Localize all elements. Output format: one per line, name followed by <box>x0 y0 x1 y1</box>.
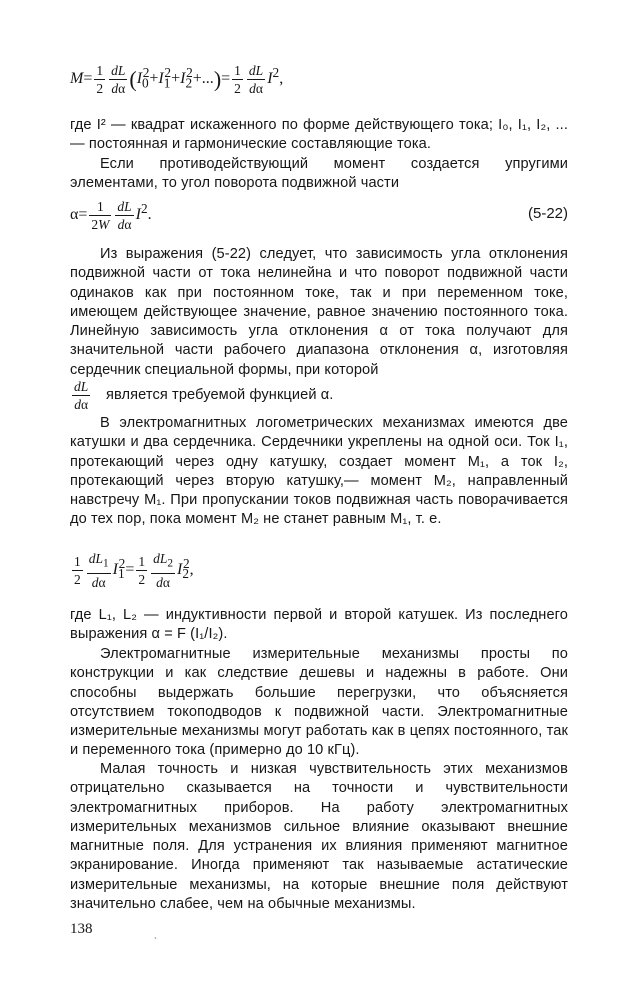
paragraph-required-function: является требуемой функцией α. <box>106 387 334 403</box>
equation-number: (5-22) <box>527 205 568 222</box>
paragraph-nonlinear-dependence: Из выражения (5-22) следует, что зависимость угла отклонения подвижной части от тока нелинейна и что поворот подвижной части одинаков как при постоянном токе, так и при переменном токе, имеющем действующее значение, равное значению постоянного тока. Линейную зависимость угла отклонения α от тока получают для значительной части рабочего диапазона отклонения α, изготовляя сердечник специальной формы, при которой <box>70 246 568 378</box>
paragraph-elastic-moment: Если противодействующий момент создается упругими элементами, то угол поворота подвижной части <box>70 156 568 192</box>
printing-tick-mark: ˎ <box>154 929 157 939</box>
ratio-equation: $\frac{1}{2}$ $\frac{dL_1}{d\alpha}$ $I_1^2=$ $\frac{1}{2}$ $\frac{dL_2}{d\alpha}$ $I_2^2$, <box>74 551 194 590</box>
paragraph-disadvantages: Малая точность и низкая чувствительность этих механизмов отрицательно сказывается на точности и чувствительности электромагнитных приборов. На работу электромагнитных измерительных механизмов сильное влияние оказывают внешние магнитные поля. Для устранения их влияния применяют магнитное экранирование. Иногда применяют так называемые астатические измерительные механизмы, на которые внешние поля действуют значительно слабее, чем на обычные механизмы. <box>70 761 568 913</box>
m-equation: M= $\frac{1}{2}$ $\frac{dL}{d\alpha}$ $(I_0^2+I_1^2+I_2^2+...)=$ $\frac{1}{2}$ $\frac{dL}{d\alpha}$ $I^2$, <box>70 63 284 96</box>
paragraph-advantages: Электромагнитные измерительные механизмы просты по конструкции и как следствие дешевы и надежны в работе. Они способны выдержать большие перегрузки, что объясняется отсутствием токоподводов к подвижной части. Электромагнитные измерительные механизмы могут работать как в цепях постоянного, так и переменного тока (примерно до 10 кГц). <box>70 646 568 759</box>
paragraph-logometric-mechanisms: В электромагнитных логометрических механизмах имеются две катушки и два сердечника. Сердечники укреплены на одной оси. Ток I₁, протекающий через одну катушку, создает момент M₁, а ток I₂, протекающий через вторую катушку,— момент M₂, направленный навстречу M₁. При пропускании токов подвижная часть поворачивается до тех пор, пока момент M₂ не станет равным M₁, т. е. <box>70 415 568 528</box>
dl-dalpha-fraction: $\frac{dL}{d\alpha}$ <box>74 379 89 412</box>
paragraph-inductances: где L₁, L₂ — индуктивности первой и второй катушек. Из последнего выражения α = F (I₁/I₂). <box>70 607 568 643</box>
paragraph-current-components: где I² — квадрат искаженного по форме действующего тока; I₀, I₁, I₂, ...— постоянная и гармонические составляющие тока. <box>70 117 568 153</box>
alpha-equation: α= $\frac{1}{2W}$ $\frac{dL}{d\alpha}$ $I^2$. <box>70 199 152 232</box>
page-number: 138 <box>70 921 93 937</box>
